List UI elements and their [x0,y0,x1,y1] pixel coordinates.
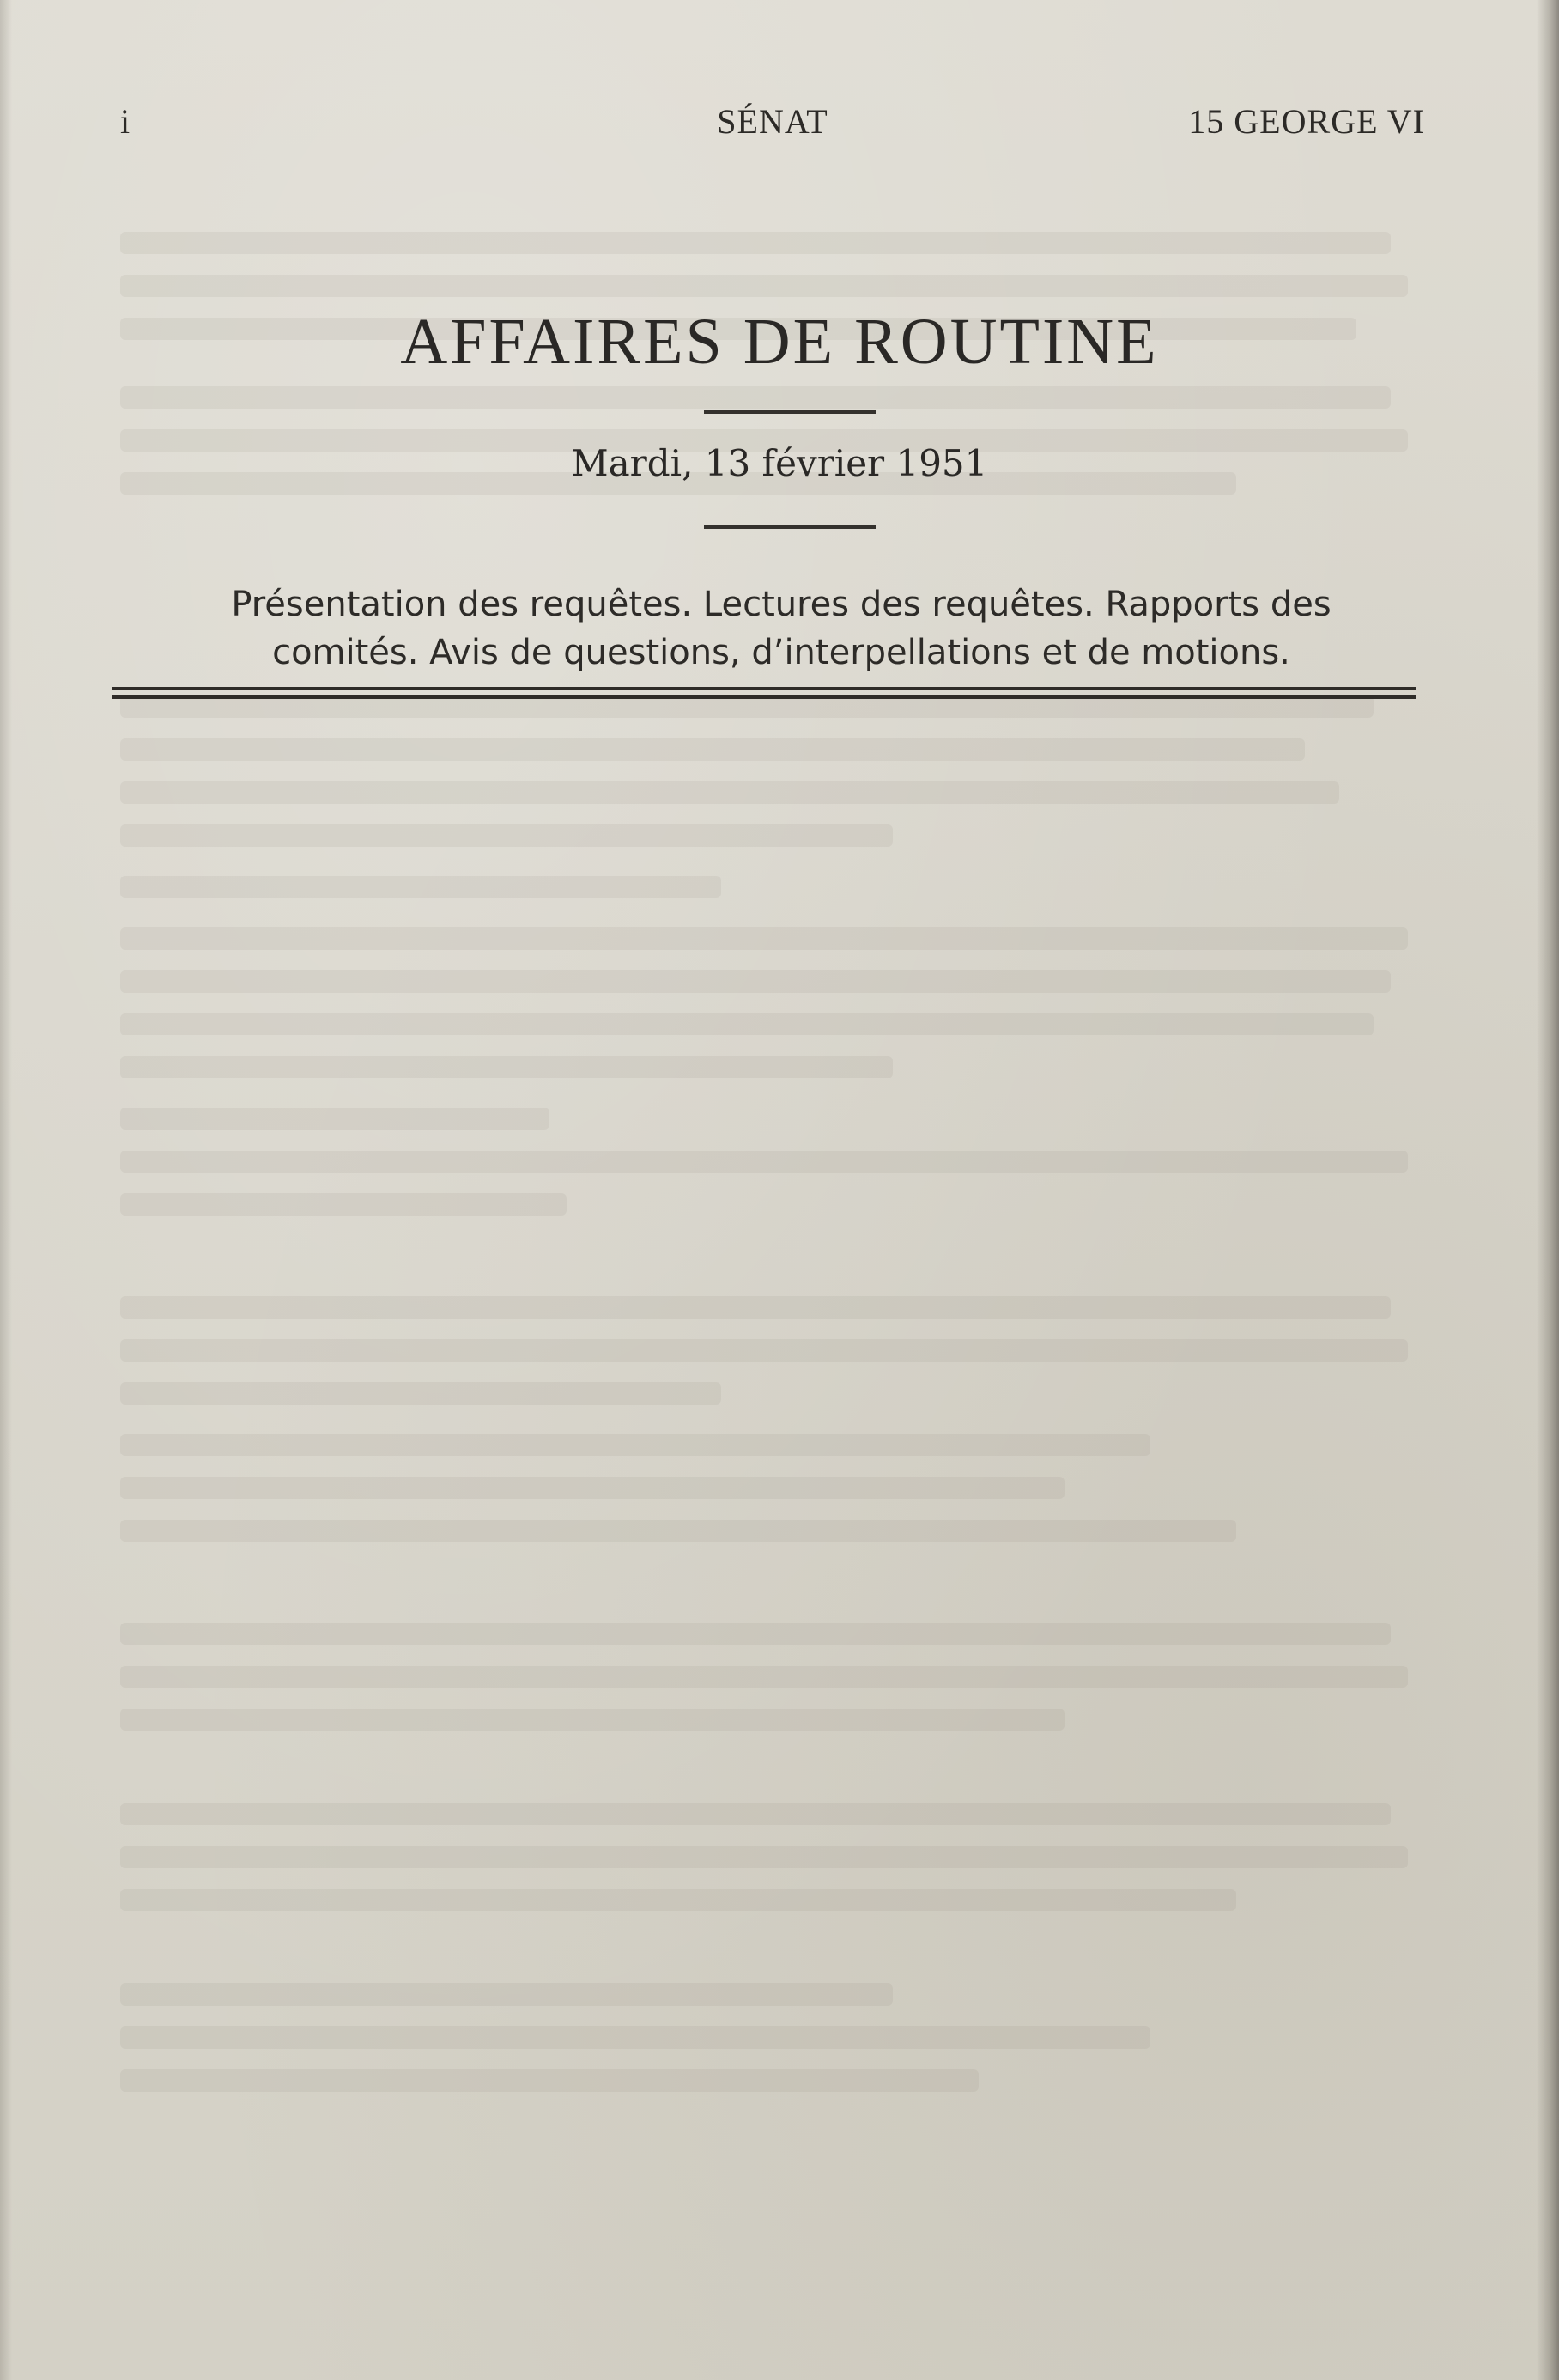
date-rule [704,525,876,529]
section-title: AFFAIRES DE ROUTINE [400,306,1159,378]
divider-line-top [112,687,1416,690]
routine-summary [120,580,1442,677]
sitting-date: Mardi, 13 février 1951 [571,442,988,484]
summary-line-1: Présentation des requêtes. Lectures des requêtes. Rapports des [231,585,1332,624]
page-number: i [120,102,130,141]
running-header [120,101,1425,153]
regnal-year: 15 GEORGE VI [1188,102,1425,141]
summary-line-2: comités. Avis de questions, d’interpellations et de motions. [272,633,1290,672]
title-rule [704,410,876,414]
running-title: SÉNAT [717,102,828,141]
double-rule-divider [112,687,1416,701]
divider-line-bottom [112,695,1416,699]
show-through-text [120,215,1425,2275]
